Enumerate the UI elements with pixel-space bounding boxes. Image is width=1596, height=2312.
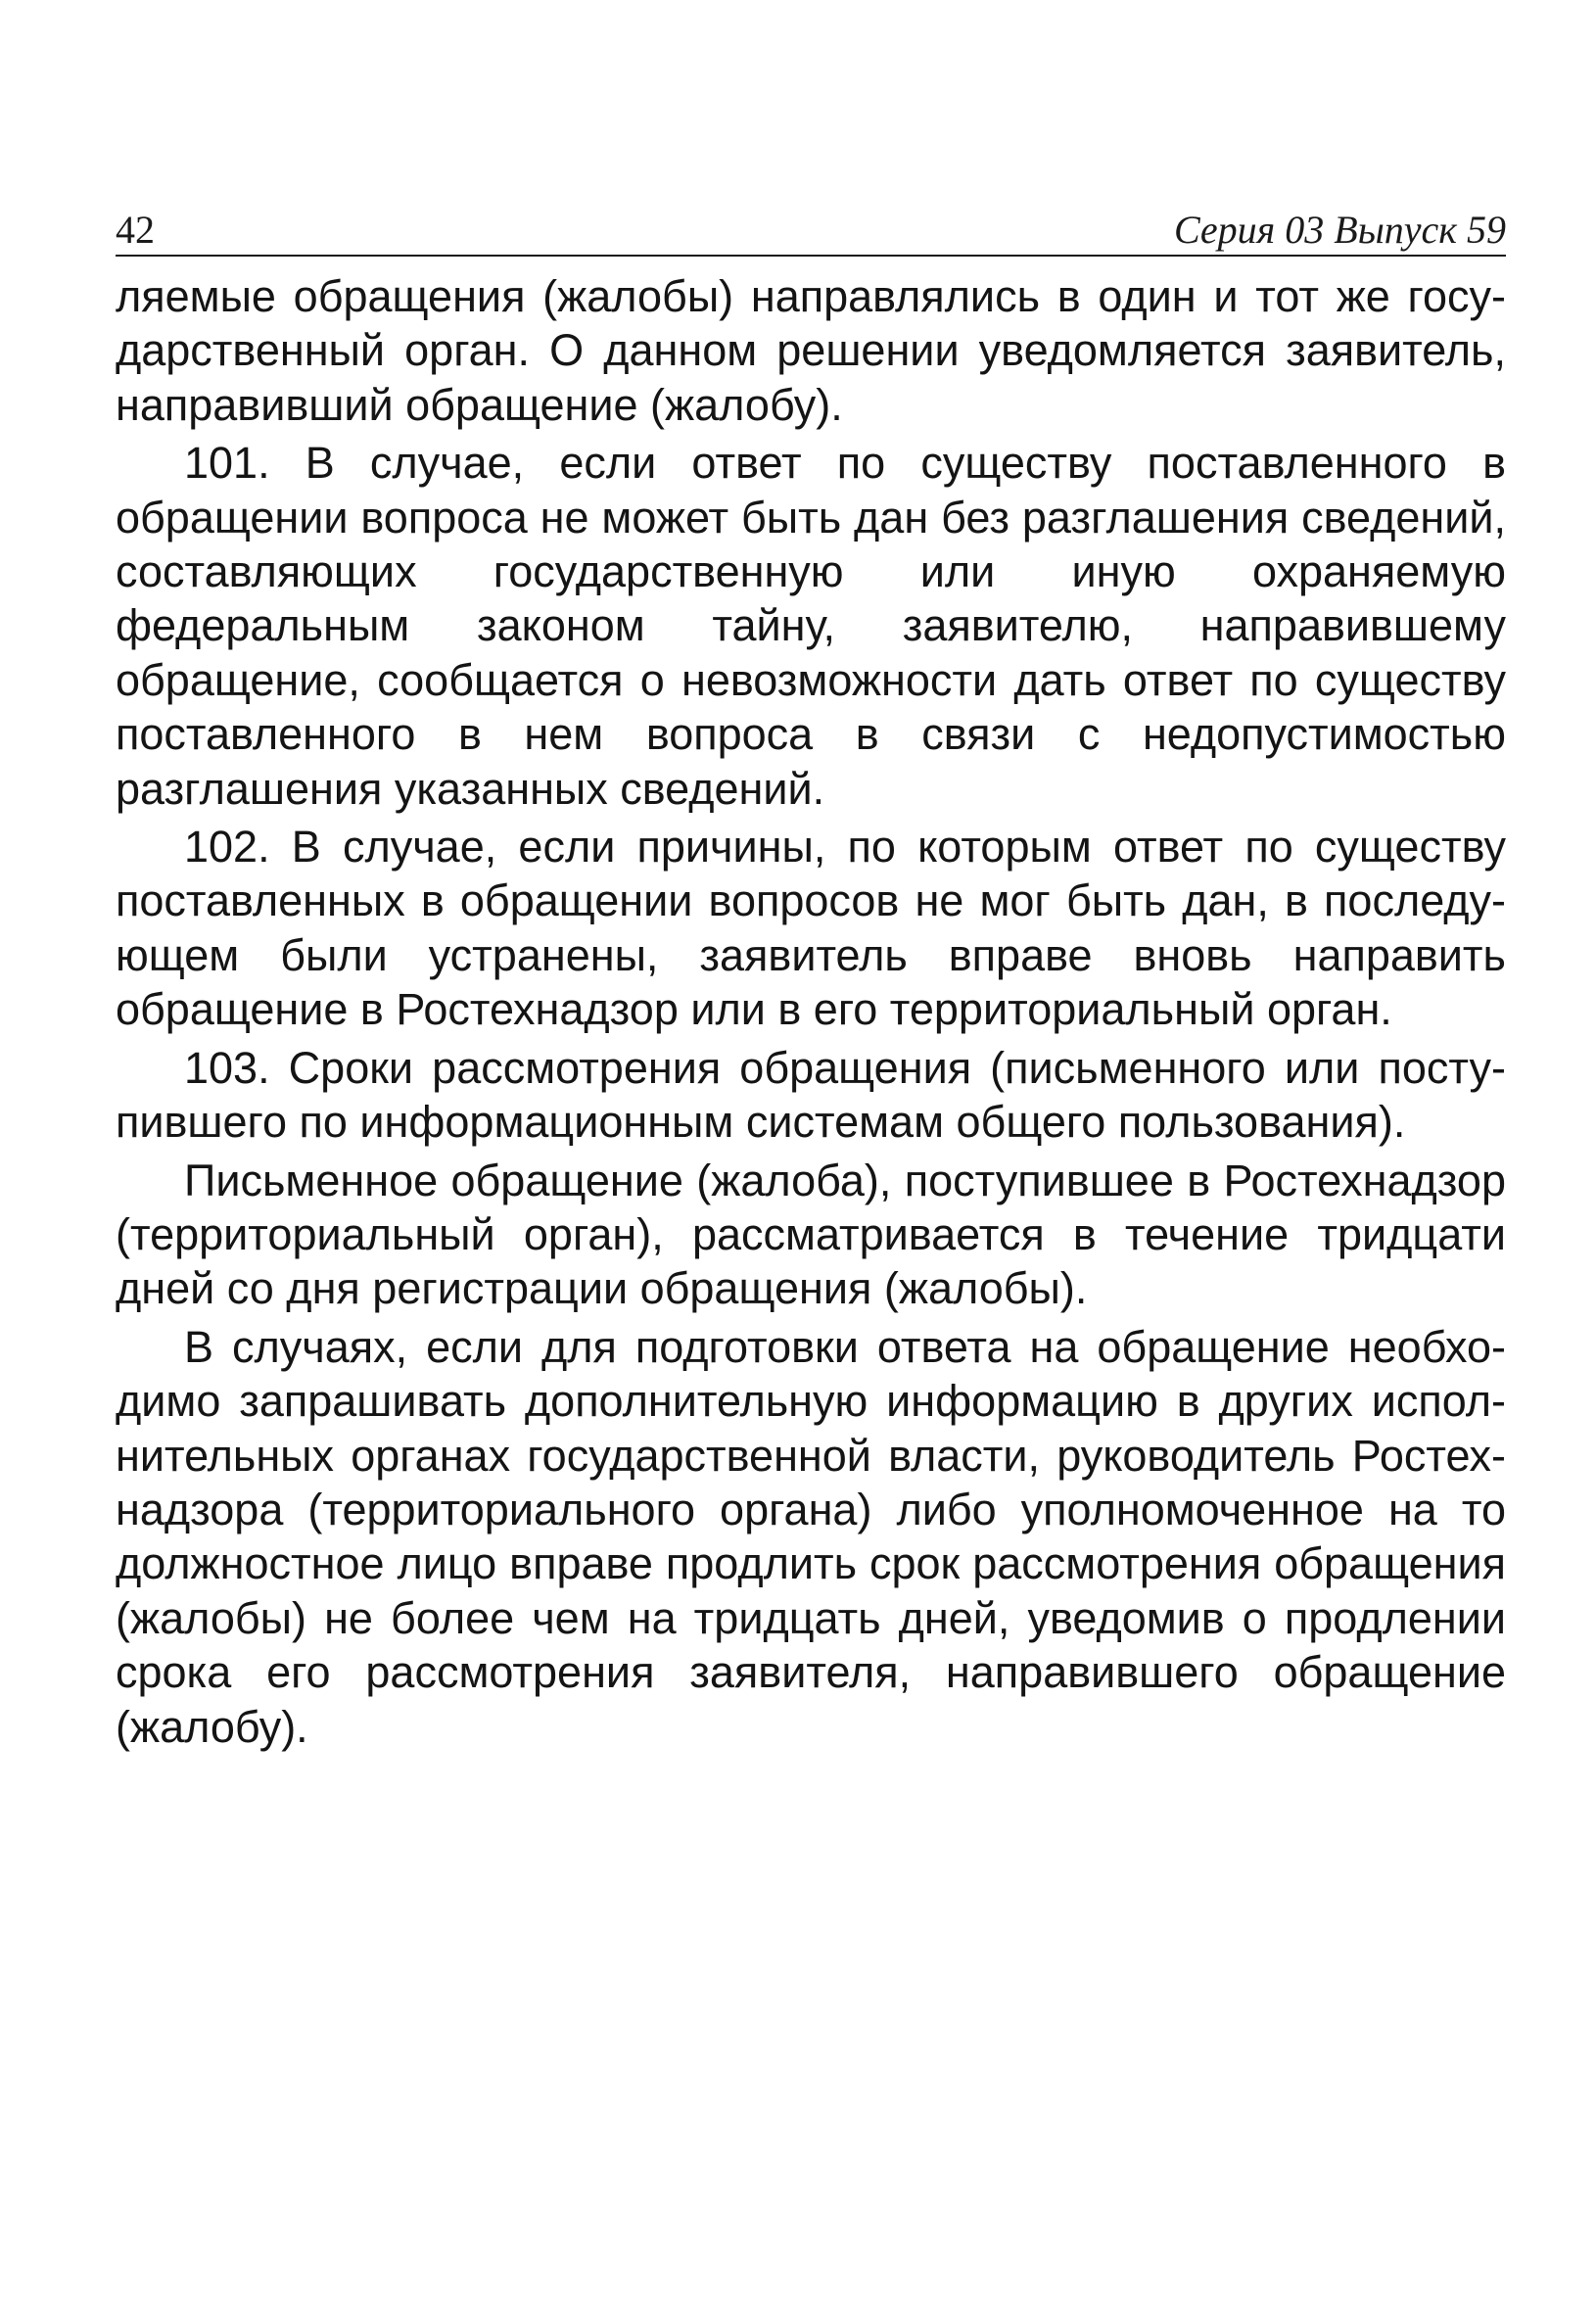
page-number: 42 — [116, 208, 155, 252]
body-text — [116, 269, 1506, 1758]
paragraph-extension: В случаях, если для подготовки ответа на обращение необходимо запрашивать дополнительную информацию в других исполнительных органах государственной власти, руководитель Ростехнадзора (территориального органа) либо уполномоченное на то должностное лицо вправе продлить срок рассмотрения обращения (жалобы) не более чем на тридцать дней, уведомив о продлении срока его рассмотрения заявителя, направившего обращение (жалобу). — [116, 1321, 1506, 1752]
paragraph-written-appeal: Письменное обращение (жалоба), поступившее в Ростехнадзор (территориальный орган), рассматривается в течение тридцати дней со дня регистрации обращения (жалобы). — [116, 1155, 1506, 1314]
paragraph-continuation: ляемые обращения (жалобы) направлялись в один и тот же государственный орган. О данном решении уведомляется заявитель, направивший обращение (жалобу). — [116, 271, 1506, 430]
running-header — [116, 200, 1506, 257]
paragraph-101: 101. В случае, если ответ по существу поставленного в обращении вопроса не может быть дан без разглашения сведений, составляющих государственную или иную охраняемую федеральным законом тайну, заявителю, направившему обращение, сообщается о невозможности дать ответ по существу поставленного в нем вопроса в связи с недопустимостью разглашения указанных сведений. — [116, 438, 1506, 814]
series-title: Серия 03 Выпуск 59 — [1173, 208, 1506, 252]
paragraph-103: 103. Сроки рассмотрения обращения (письменного или поступившего по информационным системам общего пользования). — [116, 1042, 1506, 1148]
paragraph-102: 102. В случае, если причины, по которым ответ по существу поставленных в обращении вопросов не мог быть дан, в последующем были устранены, заявитель вправе вновь направить обращение в Ростехнадзор или в его территориальный орган. — [116, 822, 1506, 1035]
